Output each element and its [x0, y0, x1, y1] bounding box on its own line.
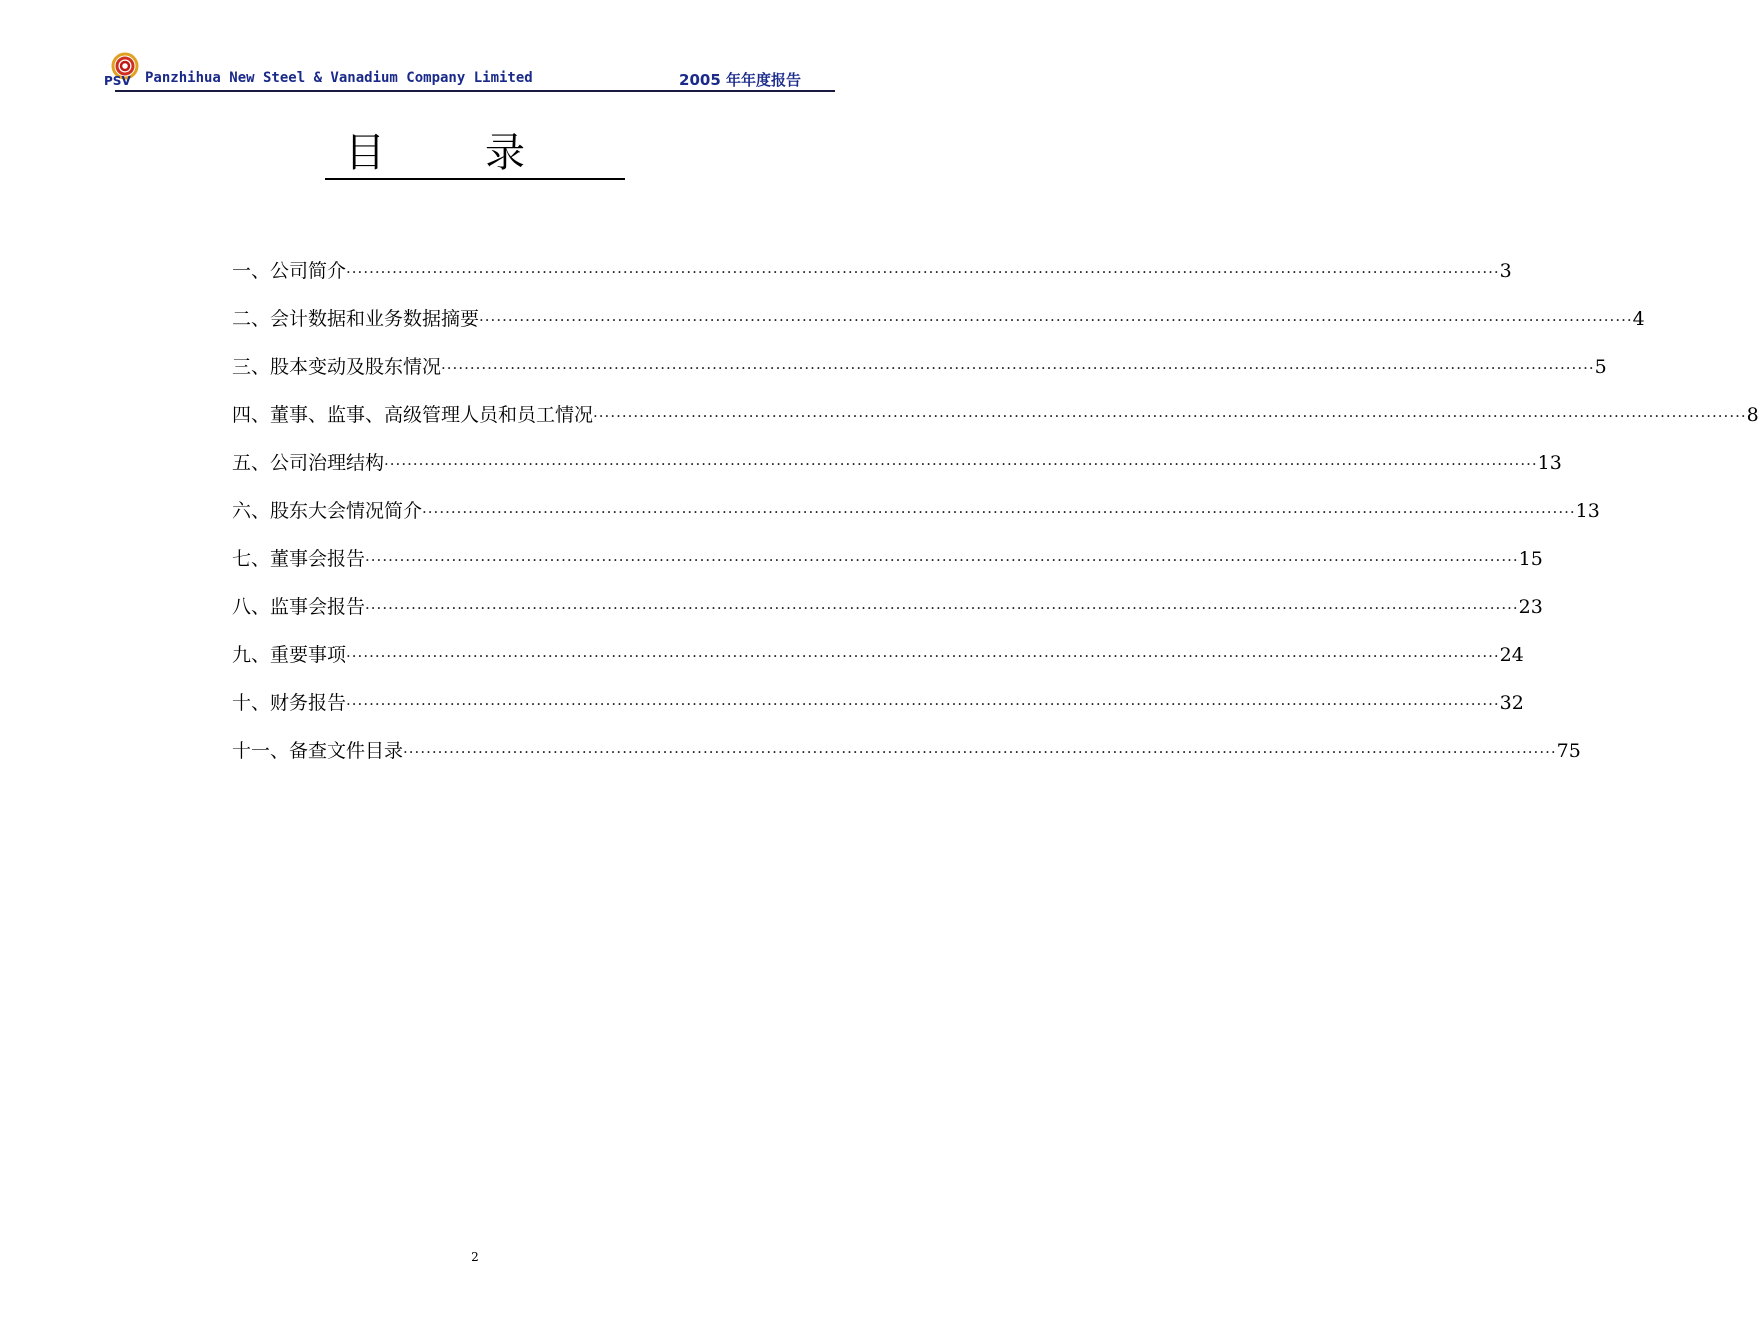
page-number: 2: [471, 1250, 479, 1264]
toc-entry-page: 13: [1537, 452, 1562, 474]
toc-entry[interactable]: [232, 640, 1524, 688]
toc-entry[interactable]: [232, 496, 1600, 544]
toc-entry-label: 四、董事、监事、高级管理人员和员工情况: [232, 404, 594, 426]
toc-entry-label: 三、股本变动及股东情况: [232, 356, 442, 378]
page-title: 目录: [0, 128, 950, 180]
toc-entry-label: 六、股东大会情况简介: [232, 500, 423, 522]
toc-entry-label: 五、公司治理结构: [232, 452, 385, 474]
toc-leader-dots: ········································································································································································································: [365, 551, 1519, 569]
toc-entry-label: 九、重要事项: [232, 644, 347, 666]
toc-entry-page: 15: [1518, 548, 1543, 570]
toc-entry[interactable]: [232, 304, 1645, 352]
page-header: [103, 52, 835, 92]
table-of-contents: [232, 256, 1759, 784]
toc-leader-dots: ········································································································································································································: [346, 647, 1500, 665]
toc-entry-label: 十一、备查文件目录: [232, 740, 404, 762]
toc-leader-dots: ········································································································································································································: [365, 599, 1519, 617]
toc-entry[interactable]: [232, 448, 1562, 496]
toc-entry-page: 3: [1499, 260, 1512, 282]
toc-entry[interactable]: [232, 400, 1759, 448]
toc-leader-dots: ········································································································································································································: [384, 455, 1538, 473]
toc-entry[interactable]: [232, 544, 1543, 592]
toc-leader-dots: ········································································································································································································: [441, 359, 1595, 377]
toc-entry[interactable]: [232, 688, 1524, 736]
company-name: Panzhihua New Steel & Vanadium Company Limited: [145, 70, 533, 86]
toc-entry-label: 八、监事会报告: [232, 596, 366, 618]
toc-entry[interactable]: [232, 736, 1581, 784]
toc-entry-label: 七、董事会报告: [232, 548, 366, 570]
toc-entry-page: 5: [1594, 356, 1607, 378]
header-divider: [115, 90, 835, 92]
svg-text:PSV: PSV: [104, 74, 131, 88]
toc-entry-page: 8: [1746, 404, 1759, 426]
report-year: 2005 年年度报告: [679, 71, 801, 89]
toc-leader-dots: ········································································································································································································: [593, 407, 1747, 425]
toc-entry[interactable]: [232, 256, 1512, 304]
toc-entry-page: 32: [1499, 692, 1524, 714]
toc-leader-dots: ········································································································································································································: [403, 743, 1557, 761]
toc-entry-label: 十、财务报告: [232, 692, 347, 714]
toc-leader-dots: ········································································································································································································: [422, 503, 1576, 521]
toc-entry-page: 23: [1518, 596, 1543, 618]
psv-logo-icon: [103, 52, 143, 90]
toc-entry-label: 二、会计数据和业务数据摘要: [232, 308, 480, 330]
toc-entry-page: 75: [1556, 740, 1581, 762]
toc-entry-page: 24: [1499, 644, 1524, 666]
toc-entry[interactable]: [232, 592, 1543, 640]
toc-entry-page: 4: [1632, 308, 1645, 330]
toc-entry-label: 一、公司简介: [232, 260, 347, 282]
toc-entry-page: 13: [1575, 500, 1600, 522]
toc-leader-dots: ········································································································································································································: [346, 263, 1500, 281]
toc-leader-dots: ········································································································································································································: [479, 311, 1633, 329]
toc-entry[interactable]: [232, 352, 1607, 400]
toc-leader-dots: ········································································································································································································: [346, 695, 1500, 713]
